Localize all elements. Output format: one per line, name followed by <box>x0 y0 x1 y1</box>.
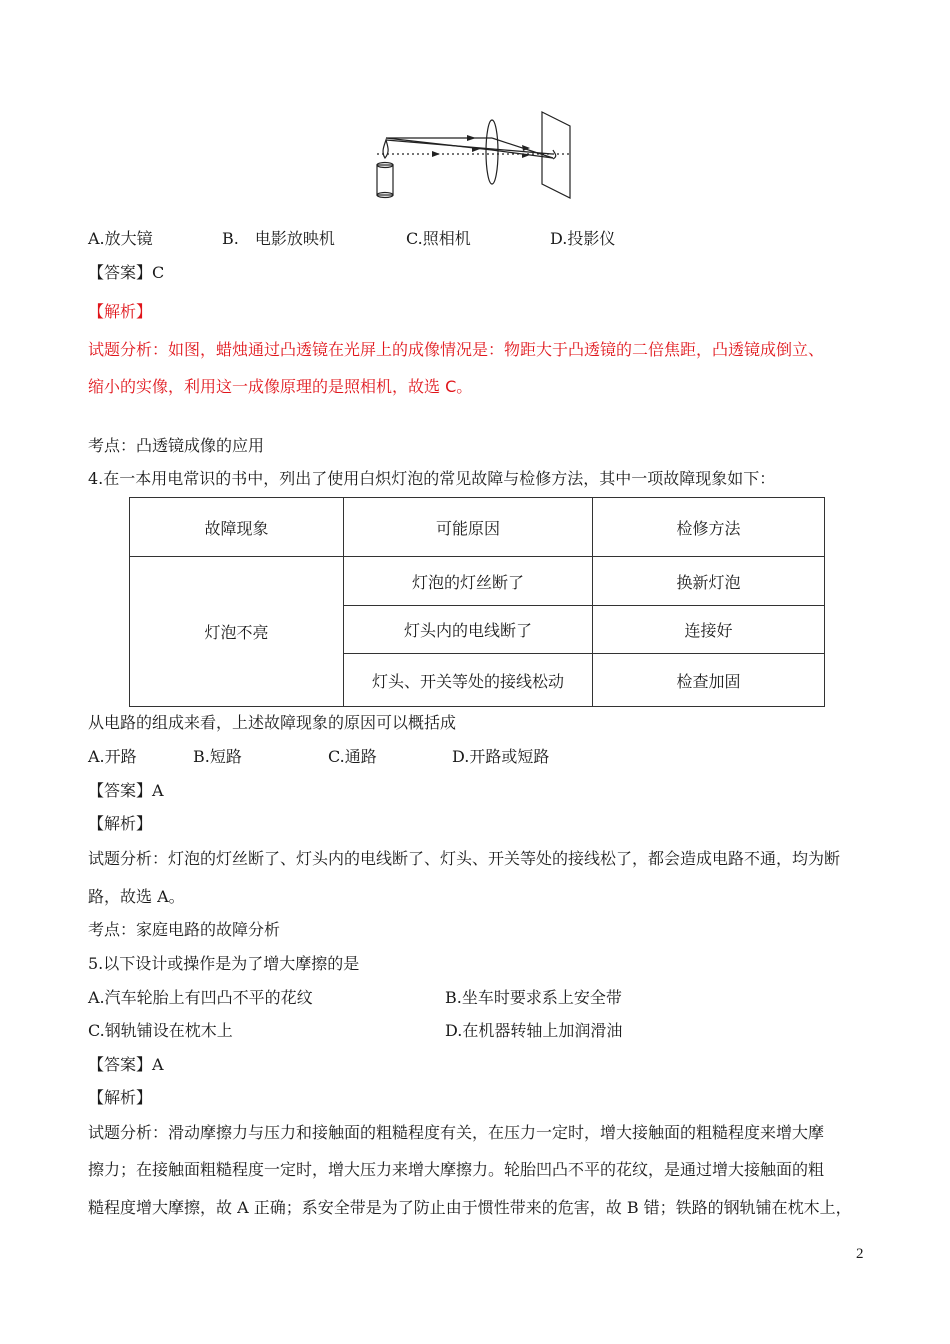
fault-table <box>129 497 825 707</box>
table-cell-cause: 灯头、开关等处的接线松动 <box>344 654 593 707</box>
q4-option-c: C.通路 <box>328 747 377 766</box>
q3-option-d: D.投影仪 <box>550 229 616 248</box>
q4-answer: 【答案】A <box>88 781 164 800</box>
q3-analysis-line1: 试题分析：如图，蜡烛通过凸透镜在光屏上的成像情况是：物距大于凸透镜的二倍焦距，凸透镜成倒立、 <box>88 340 825 359</box>
q5-option-b: B.坐车时要求系上安全带 <box>445 988 622 1007</box>
q5-option-d: D.在机器转轴上加润滑油 <box>445 1021 623 1040</box>
q5-analysis-line3: 糙程度增大摩擦，故 A 正确；系安全带是为了防止由于惯性带来的危害，故 B 错；铁路的钢轨铺在枕木上， <box>88 1198 852 1217</box>
q5-option-a: A.汽车轮胎上有凹凸不平的花纹 <box>88 988 313 1007</box>
q4-option-a: A.开路 <box>88 747 137 766</box>
table-cell-cause: 灯泡的灯丝断了 <box>344 557 593 606</box>
table-cell-fix: 换新灯泡 <box>593 557 825 606</box>
table-cell-cause: 灯头内的电线断了 <box>344 606 593 654</box>
table-header-phenomenon: 故障现象 <box>130 498 344 557</box>
q5-stem: 5.以下设计或操作是为了增大摩擦的是 <box>88 954 360 973</box>
q3-analysis-line2: 缩小的实像，利用这一成像原理的是照相机，故选 C。 <box>88 377 473 396</box>
q3-option-a: A.放大镜 <box>88 229 153 248</box>
table-cell-fix: 连接好 <box>593 606 825 654</box>
candle-body <box>377 165 393 195</box>
candle-flame <box>383 140 388 158</box>
table-header-fix: 检修方法 <box>593 498 825 557</box>
q4-option-b: B.短路 <box>193 747 242 766</box>
q3-analysis-heading: 【解析】 <box>88 302 153 321</box>
q3-option-b: B. 电影放映机 <box>222 229 335 248</box>
q4-stem: 4.在一本用电常识的书中，列出了使用白炽灯泡的常见故障与检修方法，其中一项故障现象如下： <box>88 469 776 488</box>
q5-analysis-line2: 擦力；在接触面粗糙程度一定时，增大压力来增大摩擦力。轮胎凹凸不平的花纹，是通过增大接触面的粗 <box>88 1160 825 1179</box>
q3-answer: 【答案】C <box>88 263 165 282</box>
table-cell-phenomenon: 灯泡不亮 <box>130 557 344 707</box>
convex-lens-diagram <box>372 110 582 202</box>
q5-answer: 【答案】A <box>88 1055 164 1074</box>
q4-analysis-heading: 【解析】 <box>88 814 153 833</box>
q3-point: 考点：凸透镜成像的应用 <box>88 436 265 455</box>
q3-option-c: C.照相机 <box>406 229 471 248</box>
q4-analysis-line2: 路，故选 A。 <box>88 887 185 906</box>
page-number: 2 <box>856 1246 864 1262</box>
q5-analysis-line1: 试题分析：滑动摩擦力与压力和接触面的粗糙程度有关，在压力一定时，增大接触面的粗糙程度来增大摩 <box>88 1123 825 1142</box>
q4-followup: 从电路的组成来看，上述故障现象的原因可以概括成 <box>88 713 457 732</box>
q4-analysis-line1: 试题分析：灯泡的灯丝断了、灯头内的电线断了、灯头、开关等处的接线松了，都会造成电路不通，均为断 <box>88 849 841 868</box>
table-cell-fix: 检查加固 <box>593 654 825 707</box>
q4-option-d: D.开路或短路 <box>452 747 550 766</box>
q4-point: 考点：家庭电路的故障分析 <box>88 920 281 939</box>
q5-analysis-heading: 【解析】 <box>88 1088 153 1107</box>
q5-option-c: C.钢轨铺设在枕木上 <box>88 1021 233 1040</box>
table-header-cause: 可能原因 <box>344 498 593 557</box>
convex-lens <box>486 120 498 184</box>
